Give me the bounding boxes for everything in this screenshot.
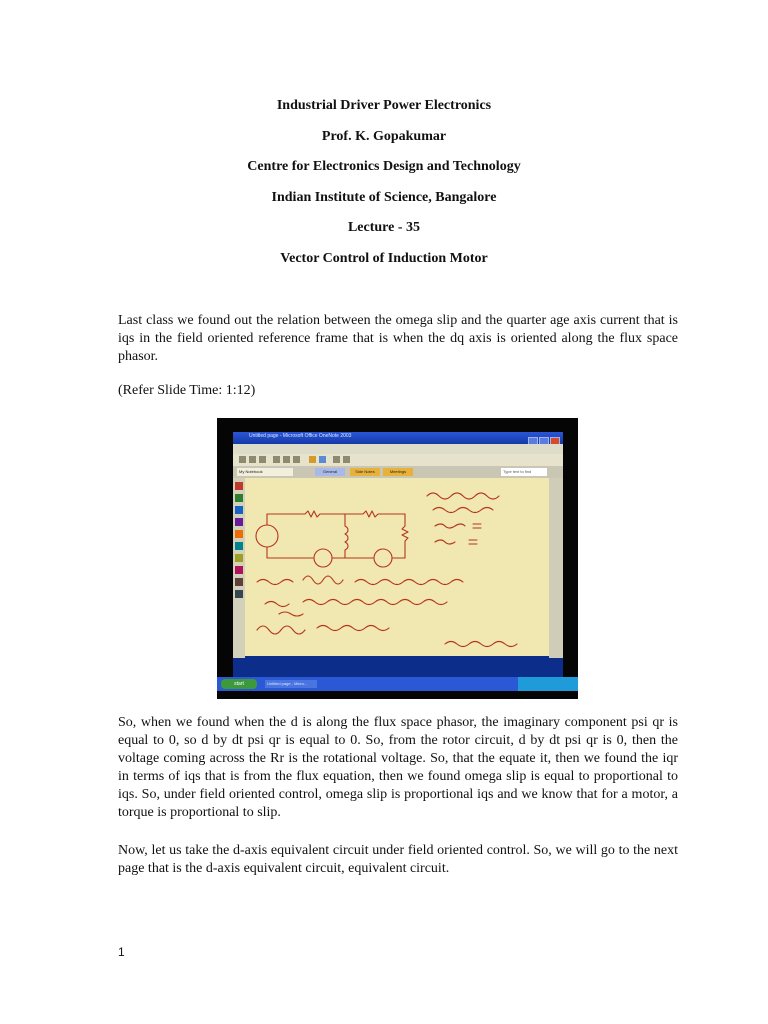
handwritten-equivalent-circuit [245, 478, 549, 656]
header-topic: Vector Control of Induction Motor [280, 251, 488, 266]
tab-meetings[interactable]: Meetings [383, 468, 413, 476]
redo-icon[interactable] [343, 456, 350, 463]
brown-pen-icon[interactable] [235, 578, 243, 586]
notebook-selector[interactable]: My Notebook [237, 468, 293, 476]
start-button[interactable]: start [221, 679, 257, 689]
note-canvas[interactable] [245, 478, 549, 656]
undo-icon[interactable] [333, 456, 340, 463]
taskbar [217, 677, 578, 691]
gray-pen-icon[interactable] [235, 590, 243, 598]
toolbar [233, 454, 563, 466]
tab-side-notes[interactable]: Side Notes [350, 468, 380, 476]
section-tab-bar [233, 466, 563, 478]
window-title: Untitled page - Microsoft Office OneNote 2003 [249, 433, 352, 439]
tab-general[interactable]: General [315, 468, 345, 476]
blue-pen-icon[interactable] [235, 506, 243, 514]
purple-pen-icon[interactable] [235, 518, 243, 526]
pen-toolbar [233, 478, 245, 658]
new-icon[interactable] [239, 456, 246, 463]
save-icon[interactable] [259, 456, 266, 463]
orange-pen-icon[interactable] [235, 530, 243, 538]
highlighter-icon[interactable] [319, 456, 326, 463]
header-professor: Prof. K. Gopakumar [321, 129, 447, 144]
cut-icon[interactable] [273, 456, 280, 463]
red-pen-icon[interactable] [235, 482, 243, 490]
page-tabs-strip [549, 478, 563, 658]
refer-slide-time: (Refer Slide Time: 1:12) [118, 383, 256, 398]
open-icon[interactable] [249, 456, 256, 463]
header-course: Industrial Driver Power Electronics [276, 98, 492, 113]
onenote-window [233, 432, 563, 679]
slide-screenshot [217, 418, 578, 699]
teal-pen-icon[interactable] [235, 542, 243, 550]
header-department: Centre for Electronics Design and Technology [247, 159, 521, 174]
taskbar-onenote-item[interactable]: Untitled page - Micro... [265, 680, 317, 688]
menu-bar [233, 444, 563, 454]
system-tray [518, 677, 578, 691]
pen-icon[interactable] [309, 456, 316, 463]
body-paragraph-2: Now, let us take the d-axis equivalent circuit under field oriented control. So, we will go to the next page that is the d-axis equivalent circuit, equivalent circuit. [118, 843, 678, 876]
olive-pen-icon[interactable] [235, 554, 243, 562]
window-title-bar [233, 432, 563, 444]
header-institute: Indian Institute of Science, Bangalore [271, 190, 497, 205]
paste-icon[interactable] [293, 456, 300, 463]
search-input[interactable]: Type text to find [501, 468, 547, 476]
intro-paragraph: Last class we found out the relation between the omega slip and the quarter age axis current that is iqs in the field oriented reference frame that is when the dq axis is oriented along the flux space phasor. [118, 313, 678, 364]
copy-icon[interactable] [283, 456, 290, 463]
header-lecture: Lecture - 35 [347, 220, 421, 235]
page-number: 1 [118, 945, 125, 959]
body-paragraph-1: So, when we found when the d is along the flux space phasor, the imaginary component psi qr is equal to 0, so d by dt psi qr is equal to 0. So, from the rotor circuit, d by dt psi qr is 0, then the voltage coming across the Rr is the rotational voltage. So, that the equate it, then we found the iqr in terms of iqs that is from the flux equation, then we found omega slip is equal to proportional to iqs. So, under field oriented control, omega slip is proportional iqs and we know that for a motor, a torque is proportional to slip. [118, 715, 678, 820]
pink-pen-icon[interactable] [235, 566, 243, 574]
green-pen-icon[interactable] [235, 494, 243, 502]
